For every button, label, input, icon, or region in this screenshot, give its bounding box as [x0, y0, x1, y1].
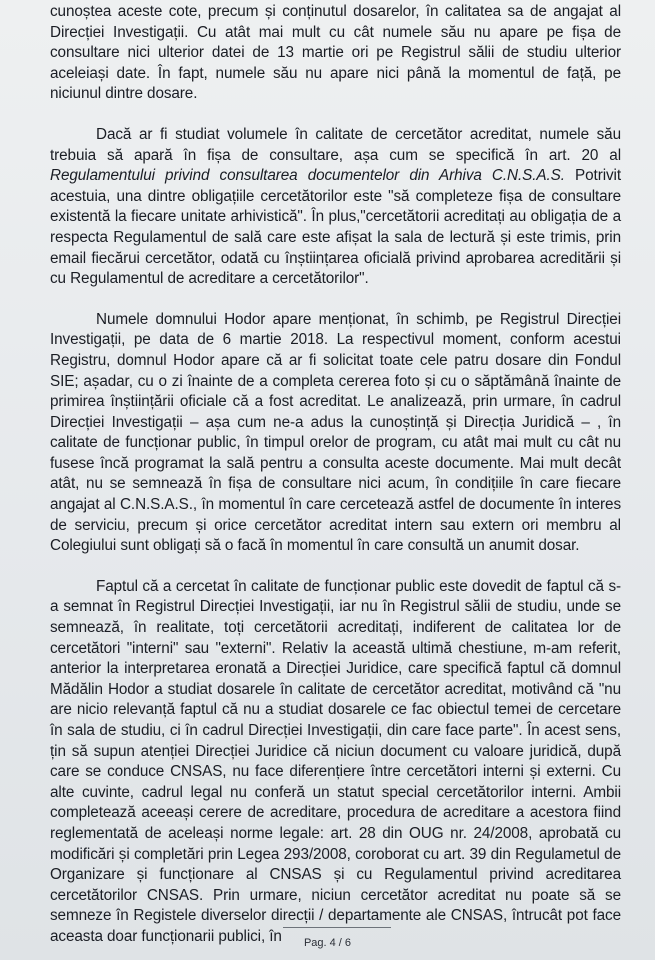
footer-divider: [283, 927, 391, 928]
paragraph-2-text-a: Dacă ar fi studiat volumele în calitate de cercetător acreditat, numele său trebuia să apară în fișa de consultare, așa cum se specifică în art. 20 al: [50, 125, 621, 164]
paragraph-gap: [50, 290, 621, 310]
paragraph-1: [50, 2, 621, 105]
regulation-title: Regulamentului privind consultarea documentelor din Arhiva C.N.S.A.S.: [50, 167, 565, 185]
paragraph-1-text: cunoștea aceste cote, precum și conținutul dosarelor, în calitatea sa de angajat al Direcției Investigații. Cu atât mai mult cu cât numele său nu apare pe fișa de consultare nici ulterior datei de 13 martie ori pe Registrul sălii de studiu ulterior aceleiași date. În fapt, numele său nu apare nici până la momentul de față, pe niciunul dintre dosare.: [50, 3, 621, 103]
paragraph-gap: [50, 557, 621, 577]
paragraph-4-text: Faptul că a cercetat în calitate de funcționar public este dovedit de faptul că s-a semnat în Registrul Direcției Investigații, iar nu în Registrul sălii de studiu, unde se semnează, în realitate, toți cercetătorii acreditați, indiferent de calitatea lor de cercetători "interni" sau "externi". Relativ la această ultimă chestiune, m-am referit, anterior la interpretarea eronată a Direcției Juridice, care specifică faptul că domnul Mădălin Hodor a studiat dosarele în calitate de cercetător acreditat, motivând că "nu are nicio relevanță faptul că nu a studiat dosarele ce fac obiectul temei de cercetare în sala de studiu, ci în cadrul Direcției Investigații, din care face parte". În acest sens, țin să supun atenției Direcției Juridice că niciun document cu valoare juridică, după care se conduce CNSAS, nu face diferențiere între cercetători interni și externi. Cu alte cuvinte, cadrul legal nu conferă un statut special cercetătorilor interni. Ambii completează aceeași cerere de acreditare, procedura de acreditare a acestora fiind reglementată de aceleași norme legale: art. 28 din OUG nr. 24/2008, aprobată cu modificări și completări prin Legea 293/2008, coroborat cu art. 39 din Regulametul de Organizare și funcționare al CNSAS și cu Regulamentul privind acreditarea cercetătorilor CNSAS. Prin urmare, niciun cercetător acreditat nu poate să se semneze în Registele diverselor direcții / departamente ale CNSAS, întrucât pot face aceasta doar funcționarii publici, în: [50, 577, 621, 945]
paragraph-gap: [50, 105, 621, 125]
paragraph-4: [50, 577, 621, 948]
page-number: Pag. 4 / 6: [303, 937, 352, 949]
paragraph-2: [50, 125, 621, 290]
paragraph-2-text-b: Potrivit acestuia, una dintre obligațiile cercetătorilor este "să completeze fișa de consultare existentă la fiecare unitate arhivistică". În plus,"cercetătorii acreditați au obligația de a respecta Regulamentul de sală care este afișat la sala de lectură și este trimis, prin email fiecărui cercetător, odată cu înștiințarea oficială privind aprobarea acreditării și cu Regulamentul de acreditare a cercetătorilor".: [50, 167, 621, 288]
paragraph-3: [50, 310, 621, 557]
paragraph-3-text: Numele domnului Hodor apare menționat, în schimb, pe Registrul Direcției Investigații, pe data de 6 martie 2018. La respectivul moment, conform acestui Registru, domnul Hodor apare că ar fi solicitat toate cele patru dosare din Fondul SIE; așadar, cu o zi înainte de a completa cererea foto și cu o săptămână înainte de primirea înștiințării oficiale că a fost acreditat. Le analizează, prin urmare, în cadrul Direcției Investigații – așa cum ne-a adus la cunoștință și Direcția Juridică – , în calitate de funcționar public, în timpul orelor de program, cu atât mai mult cu cât nu fusese încă programat la sală pentru a consulta aceste documente. Mai mult decât atât, nu se semnează în fișa de consultare nici acum, în condițiile în care fiecare angajat al C.N.S.A.S., în momentul în care cercetează astfel de documente în interes de serviciu, precum și orice cercetător acreditat intern sau extern ori membru al Colegiului sunt obligați să o facă în momentul în care consultă un anumit dosar.: [50, 310, 621, 555]
